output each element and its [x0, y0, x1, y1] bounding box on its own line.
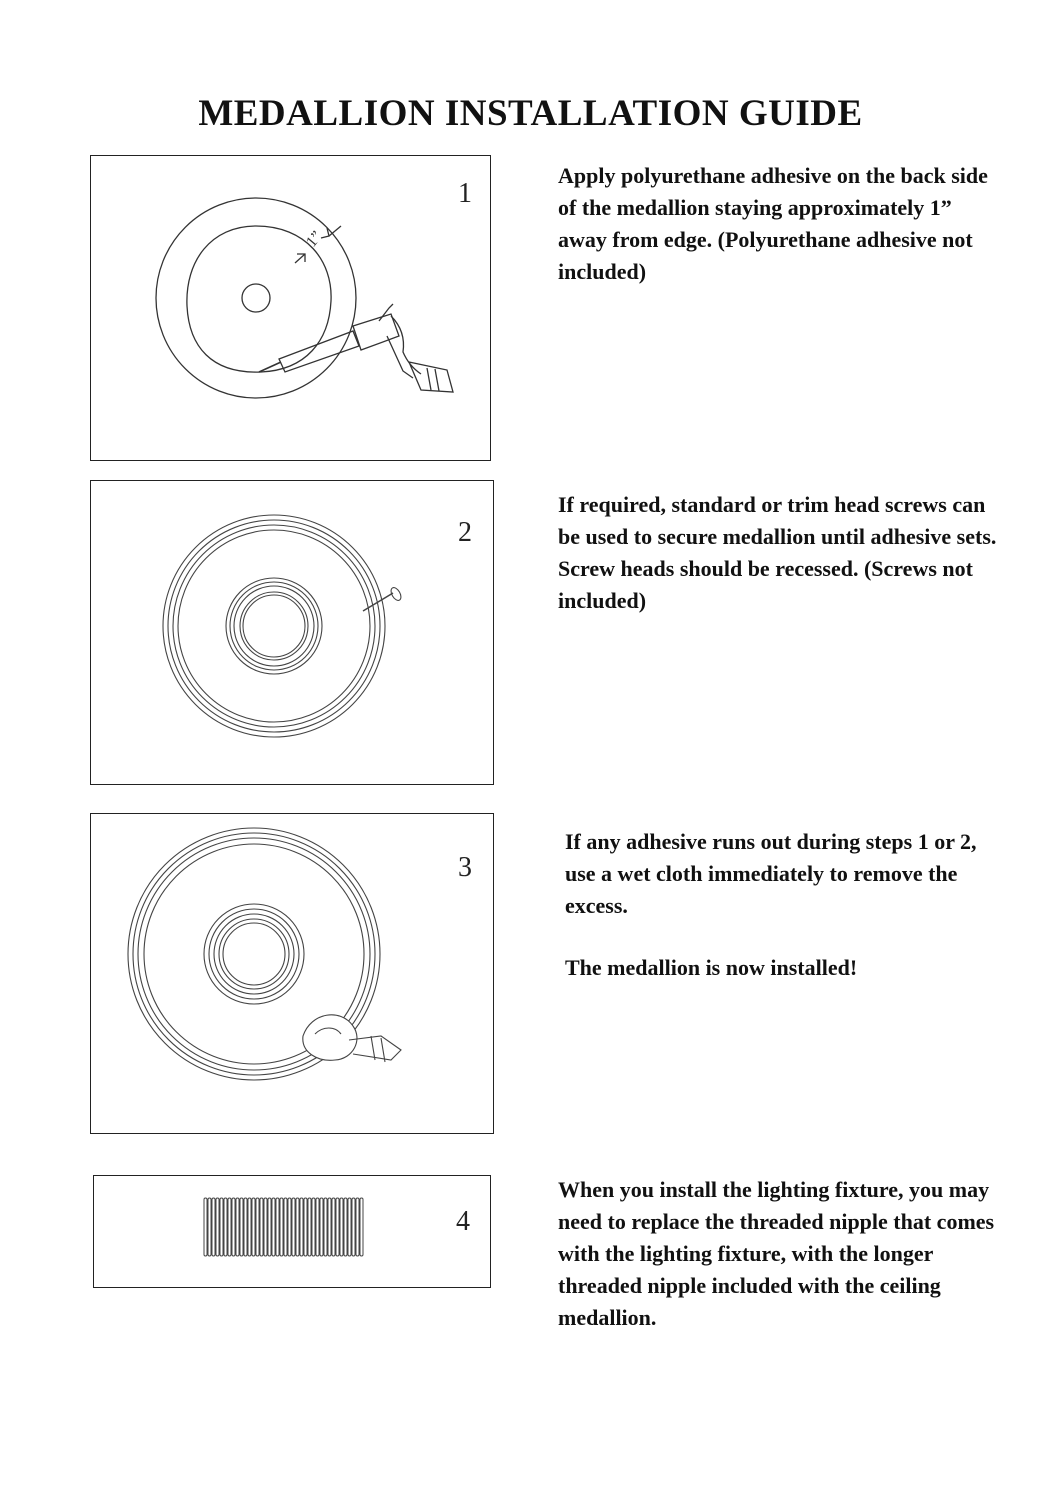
medallion-screw-drawing: [91, 481, 495, 786]
step-1-illustration: [90, 155, 491, 461]
dimension-label: 1”: [303, 228, 326, 251]
step-4-number: 4: [456, 1206, 470, 1237]
step-3-completion-text: The medallion is now installed!: [565, 955, 858, 980]
step-2-number: 2: [458, 517, 472, 548]
step-2-text: If required, standard or trim head screws can be used to secure medallion until adhesive sets. Screw heads should be recessed. (Screws not included): [558, 492, 997, 613]
step-3-description: [565, 826, 1005, 1014]
step-3-number: 3: [458, 852, 472, 883]
step-2-description: [558, 489, 998, 647]
step-1-text: Apply polyurethane adhesive on the back side of the medallion staying approximately 1” away from edge. (Polyurethane adhesive not included): [558, 163, 988, 284]
step-1-description: [558, 160, 998, 318]
step-2-illustration: [90, 480, 494, 785]
medallion-cleanup-drawing: [91, 814, 495, 1135]
step-4-description: [558, 1174, 998, 1364]
threaded-nipple-drawing: [94, 1176, 492, 1289]
step-3-text: If any adhesive runs out during steps 1 or 2, use a wet cloth immediately to remove the excess.: [565, 829, 977, 918]
step-1-number: 1: [458, 178, 472, 209]
step-4-illustration: [93, 1175, 491, 1288]
step-3-illustration: [90, 813, 494, 1134]
step-4-text: When you install the lighting fixture, you may need to replace the threaded nipple that comes with the lighting fixture, with the longer threaded nipple included with the ceiling medallion.: [558, 1177, 995, 1330]
medallion-adhesive-drawing: [91, 156, 492, 462]
page-title: MEDALLION INSTALLATION GUIDE: [198, 93, 863, 134]
